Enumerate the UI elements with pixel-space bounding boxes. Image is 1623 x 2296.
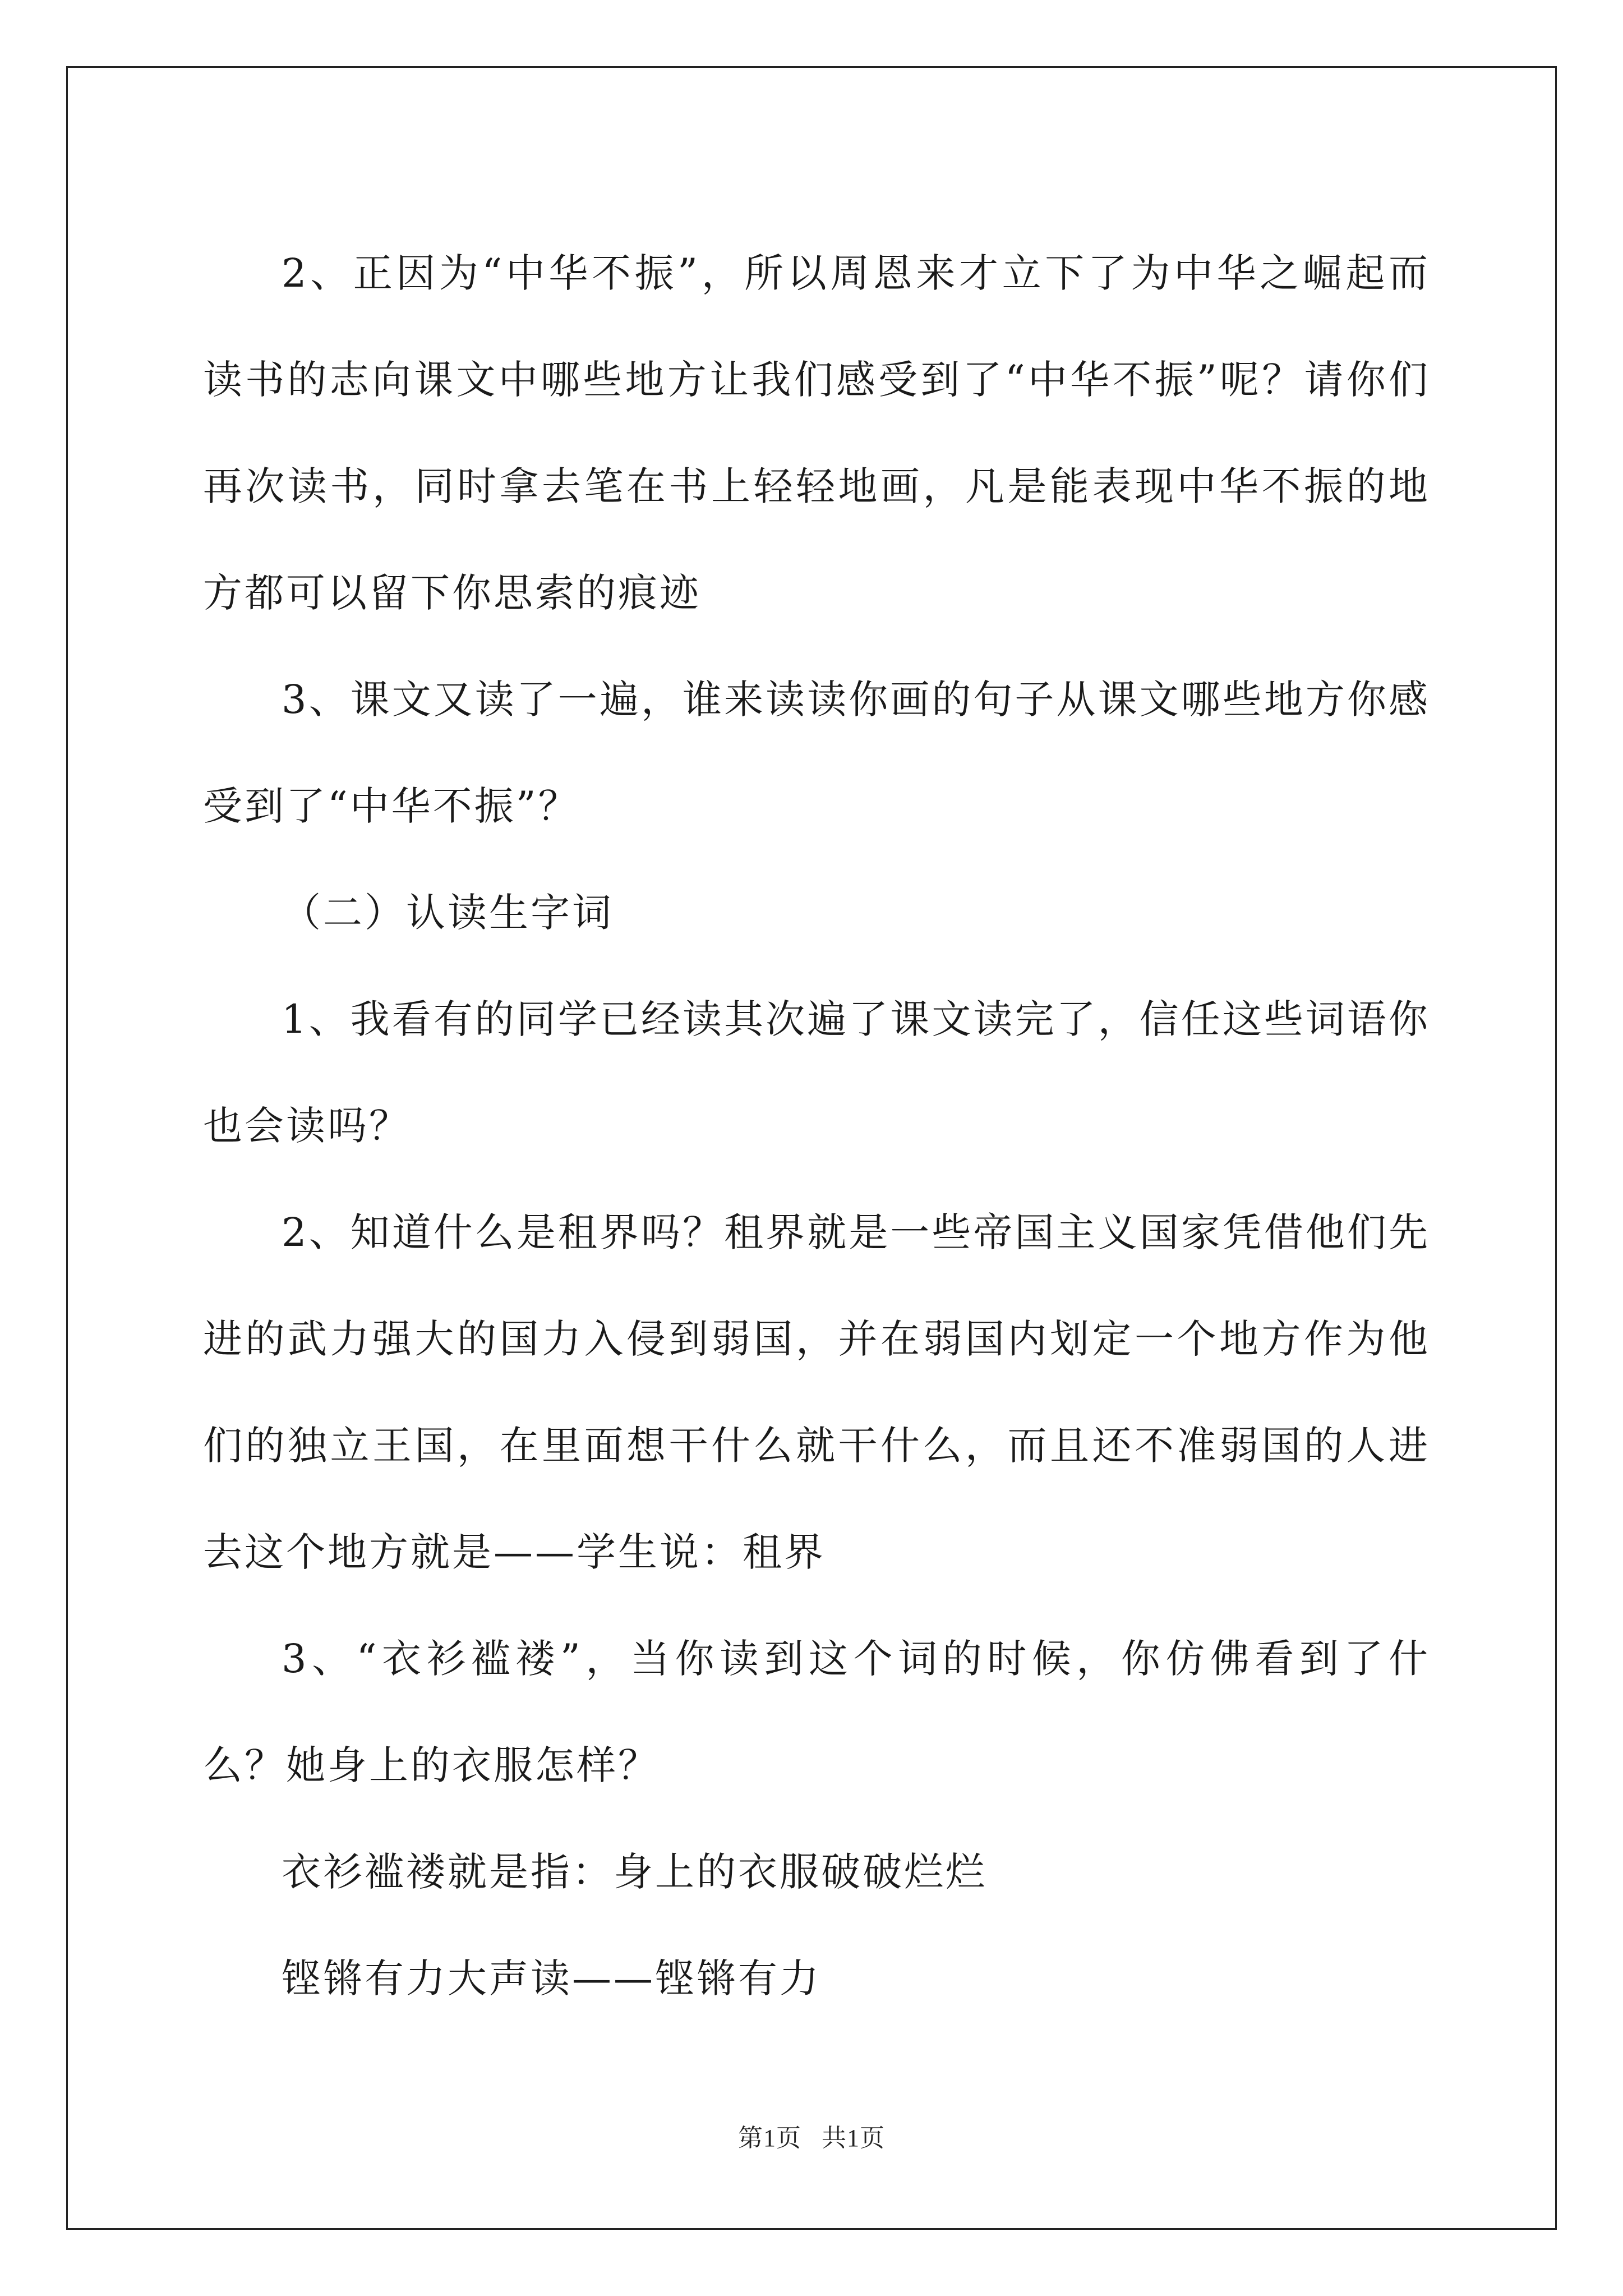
paragraph: 铿锵有力大声读——铿锵有力 bbox=[282, 1955, 821, 2001]
paragraph: 3、“衣衫褴褛”，当你读到这个词的时候，你仿佛看到了什么？她身上的衣服怎样？ bbox=[203, 1636, 1430, 1788]
page-footer bbox=[0, 2118, 1623, 2154]
page-number: 第1页 共1页 bbox=[738, 2124, 885, 2152]
paragraph: 2、正因为“中华不振”，所以周恩来才立下了为中华之崛起而读书的志向课文中哪些地方让我们感受到了“中华不振”呢？请你们再次读书，同时拿去笔在书上轻轻地画，凡是能表现中华不振的地方都可以留下你思索的痕迹 bbox=[203, 250, 1430, 616]
document-body bbox=[203, 220, 1430, 2032]
paragraph: 3、课文又读了一遍，谁来读读你画的句子从课文哪些地方你感受到了“中华不振”？ bbox=[203, 677, 1430, 829]
paragraph: 2、知道什么是租界吗？租界就是一些帝国主义国家凭借他们先进的武力强大的国力入侵到弱国，并在弱国内划定一个地方作为他们的独立王国，在里面想干什么就干什么，而且还不准弱国的人进去这个地方就是——学生说：租界 bbox=[203, 1209, 1430, 1575]
paragraph: 1、我看有的同学已经读其次遍了课文读完了，信任这些词语你也会读吗？ bbox=[203, 996, 1430, 1149]
paragraph: 衣衫褴褛就是指：身上的衣服破破烂烂 bbox=[282, 1849, 987, 1895]
section-heading: （二）认读生字词 bbox=[282, 890, 614, 936]
